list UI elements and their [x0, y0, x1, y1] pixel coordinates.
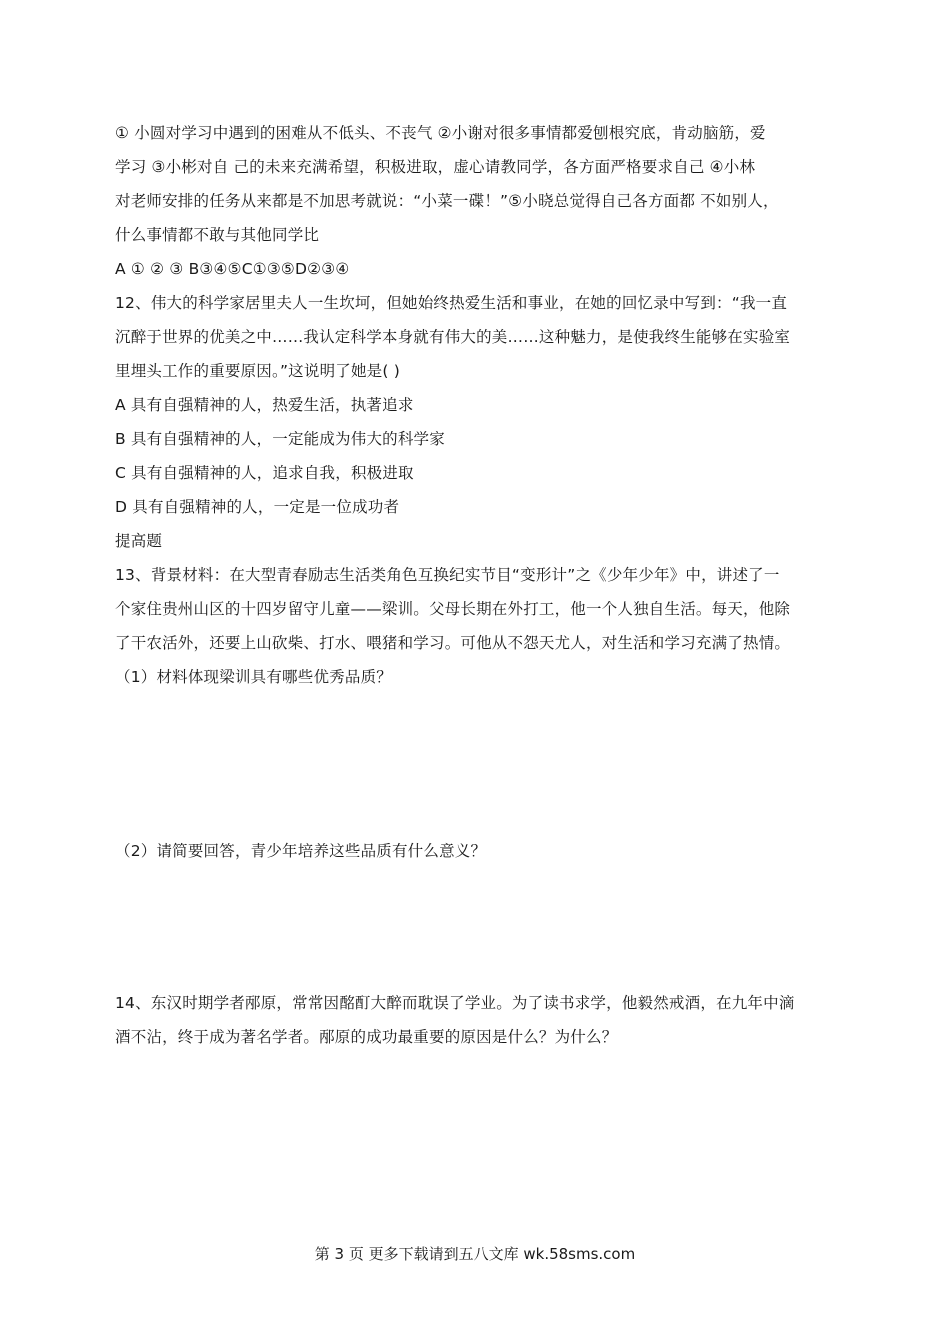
question-11-line-2: 学习 ③小彬对自 己的未来充满希望，积极进取，虚心请教同学，各方面严格要求自己 ④小林: [115, 158, 756, 176]
question-14: [115, 986, 845, 1054]
question-11-options: A ① ② ③ B③④⑤C①③⑤D②③④: [115, 260, 350, 278]
question-13-line-1: 13、背景材料：在大型青春励志生活类角色互换纪实节目“变形计”之《少年少年》中，讲述了一: [115, 566, 780, 584]
question-11-line-1: ① 小圆对学习中遇到的困难从不低头、不丧气 ②小谢对很多事情都爱刨根究底，肯动脑筋，爱: [115, 124, 766, 142]
question-11: [115, 116, 845, 286]
question-12-line-3: 里埋头工作的重要原因。”这说明了她是( ): [115, 362, 401, 380]
question-13-sub-2: （2）请简要回答，青少年培养这些品质有什么意义？: [115, 842, 487, 860]
question-14-line-2: 酒不沾，终于成为著名学者。邴原的成功最重要的原因是什么？为什么？: [115, 1028, 618, 1046]
question-14-line-1: 14、东汉时期学者邴原，常常因酩酊大醉而耽误了学业。为了读书求学，他毅然戒酒，在九年中滴: [115, 994, 795, 1012]
section-title: 提高题: [115, 532, 163, 550]
question-12-line-2: 沉醉于世界的优美之中……我认定科学本身就有伟大的美……这种魅力，是使我终生能够在实验室: [115, 328, 791, 346]
answer-space-13-2: [115, 868, 845, 986]
question-11-line-4: 什么事情都不敢与其他同学比: [115, 226, 320, 244]
question-13-line-2: 个家住贵州山区的十四岁留守儿童——梁训。父母长期在外打工，他一个人独自生活。每天，他除: [115, 600, 791, 618]
question-12-option-a: A 具有自强精神的人，热爱生活，执著追求: [115, 396, 414, 414]
question-12: [115, 286, 845, 524]
question-13: [115, 558, 845, 986]
page-content: [115, 116, 845, 1054]
question-12-option-c: C 具有自强精神的人，追求自我，积极进取: [115, 464, 414, 482]
question-11-line-3: 对老师安排的任务从来都是不加思考就说：“小菜一碟！”⑤小晓总觉得自己各方面都 不如别人，: [115, 192, 779, 210]
page-footer: 第 3 页 更多下载请到五八文库 wk.58sms.com: [314, 1245, 636, 1263]
question-13-line-3: 了干农活外，还要上山砍柴、打水、喂猪和学习。可他从不怨天尤人，对生活和学习充满了热情。: [115, 634, 791, 652]
question-12-option-b: B 具有自强精神的人，一定能成为伟大的科学家: [115, 430, 445, 448]
question-13-sub-1: （1）材料体现梁训具有哪些优秀品质？: [115, 668, 392, 686]
answer-space-13-1: [115, 694, 845, 834]
question-12-line-1: 12、伟大的科学家居里夫人一生坎坷，但她始终热爱生活和事业，在她的回忆录中写到：“我一直: [115, 294, 788, 312]
question-12-option-d: D 具有自强精神的人，一定是一位成功者: [115, 498, 400, 516]
